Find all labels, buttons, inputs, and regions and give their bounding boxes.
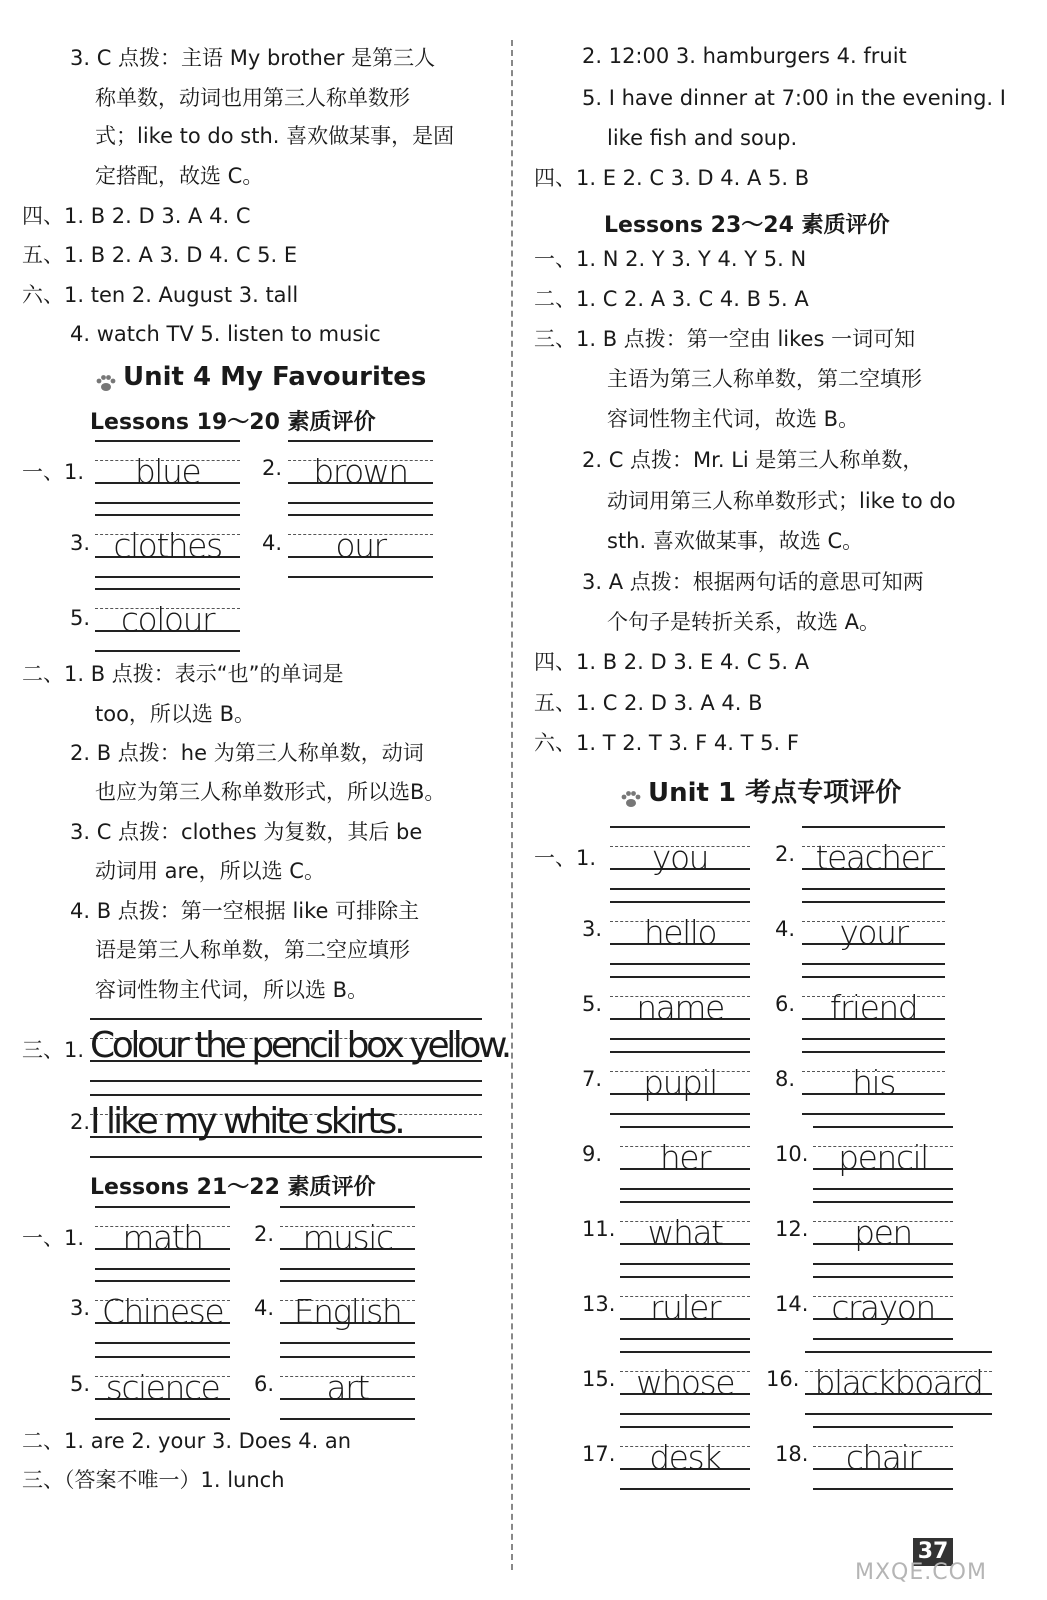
q-label: 3. (582, 917, 603, 941)
answer-line: 主语为第三人称单数，第二空填形 (607, 367, 922, 391)
q-label: 一、1. (534, 846, 597, 870)
answer-sentence: I like my white skirts. (90, 1101, 403, 1142)
writing-box (610, 976, 750, 1040)
answer-word: Chinese (101, 1292, 224, 1331)
paw-icon (95, 369, 117, 387)
answer-word: chair (845, 1438, 921, 1477)
answer-word: math (122, 1218, 203, 1257)
answer-line: 定搭配，故选 C。 (95, 164, 264, 188)
answer-line: 2. 12:00 3. hamburgers 4. fruit (582, 44, 907, 68)
answer-line: 四、1. B 2. D 3. E 4. C 5. A (534, 650, 810, 674)
answer-word: English (293, 1292, 402, 1331)
writing-box (813, 1201, 953, 1265)
q-label: 3. (70, 531, 91, 555)
answer-line: 个句子是转折关系，故选 A。 (607, 610, 881, 634)
writing-box (802, 826, 945, 890)
q-label: 16. (766, 1367, 800, 1391)
answer-line: 容词性物主代词，所以选 B。 (95, 978, 369, 1002)
answer-line: 3. A 点拨：根据两句话的意思可知两 (582, 570, 924, 594)
q-label: 2. (262, 456, 283, 480)
writing-box (805, 1351, 992, 1415)
q-label: 18. (775, 1442, 809, 1466)
writing-box (610, 1051, 750, 1115)
answer-line: 称单数，动词也用第三人称单数形 (95, 86, 410, 110)
q-label: 2. (775, 842, 796, 866)
q-label: 14. (775, 1292, 809, 1316)
page-number: 37 (913, 1538, 953, 1566)
writing-box (288, 514, 433, 578)
q-label: 10. (775, 1142, 809, 1166)
q-label: 7. (582, 1067, 603, 1091)
answer-word: art (326, 1368, 369, 1407)
writing-box (802, 901, 945, 965)
q-label: 17. (582, 1442, 616, 1466)
answer-word: ruler (649, 1288, 721, 1327)
writing-box (95, 1280, 230, 1344)
writing-box (813, 1426, 953, 1490)
answer-line: 动词用第三人称单数形式；like to do (607, 489, 956, 513)
unit1-title: Unit 1 考点专项评价 (648, 778, 902, 808)
answer-word: science (105, 1368, 220, 1407)
answer-line: 二、1. C 2. A 3. C 4. B 5. A (534, 287, 809, 311)
writing-box (802, 1051, 945, 1115)
answer-line: 三、1. B 点拨：第一空由 likes 一词可知 (534, 327, 916, 351)
writing-box (95, 1356, 230, 1420)
unit4-title: Unit 4 My Favourites (123, 362, 427, 392)
answer-word: her (659, 1138, 711, 1177)
lessons-21-22-heading: Lessons 21～22 素质评价 (90, 1175, 376, 1200)
writing-box (288, 440, 433, 504)
q-label: 8. (775, 1067, 796, 1091)
answer-word: teacher (815, 838, 932, 877)
answer-word: our (335, 526, 386, 565)
answer-word: name (636, 988, 724, 1027)
answer-word: what (647, 1213, 723, 1252)
answer-word: pen (854, 1213, 912, 1252)
section-five-answers: 五、1. B 2. A 3. D 4. C 5. E (22, 243, 298, 267)
answer-word: blackboard (814, 1363, 983, 1402)
q-label: 9. (582, 1142, 603, 1166)
q-label: 一、1. (22, 1226, 85, 1250)
q-label: 15. (582, 1367, 616, 1391)
section-six-answers-cont: 4. watch TV 5. listen to music (70, 322, 381, 346)
q-label: 6. (775, 992, 796, 1016)
q-label: 5. (70, 1372, 91, 1396)
writing-box (95, 588, 240, 652)
q-label: 三、1. (22, 1038, 85, 1062)
answer-line: 3. C 点拨：主语 My brother 是第三人 (70, 46, 436, 70)
writing-box (813, 1126, 953, 1190)
writing-box (620, 1351, 750, 1415)
column-divider (511, 40, 513, 1570)
answer-line: 4. B 点拨：第一空根据 like 可排除主 (70, 899, 420, 923)
answer-line: 二、1. are 2. your 3. Does 4. an (22, 1429, 352, 1453)
writing-box (610, 901, 750, 965)
q-label: 一、1. (22, 460, 85, 484)
writing-box (620, 1426, 750, 1490)
unit1-heading (620, 772, 901, 809)
answer-line: 四、1. E 2. C 3. D 4. A 5. B (534, 166, 810, 190)
answer-word: crayon (831, 1288, 935, 1327)
answer-line: 动词用 are，所以选 C。 (95, 859, 325, 883)
q-label: 5. (70, 606, 91, 630)
answer-line: 容词性物主代词，故选 B。 (607, 407, 860, 431)
writing-box (280, 1356, 415, 1420)
answer-word: whose (635, 1363, 735, 1402)
writing-box (802, 976, 945, 1040)
answer-word: clothes (113, 526, 222, 565)
unit4-heading (95, 362, 426, 392)
writing-box (95, 1206, 230, 1270)
answer-word: hello (643, 913, 717, 952)
answer-line: 六、1. T 2. T 3. F 4. T 5. F (534, 731, 799, 755)
answer-word: your (839, 913, 908, 952)
answer-line: 式；like to do sth. 喜欢做某事，是固 (95, 124, 455, 148)
lessons-23-24-heading: Lessons 23～24 素质评价 (604, 213, 890, 238)
answer-line: like fish and soup. (607, 126, 798, 150)
q-label: 2. (70, 1110, 91, 1134)
answer-line: 5. I have dinner at 7:00 in the evening. I (582, 86, 1006, 110)
writing-box (620, 1201, 750, 1265)
answer-word: blue (134, 452, 201, 491)
answer-line: 一、1. N 2. Y 3. Y 4. Y 5. N (534, 247, 807, 271)
q-label: 3. (70, 1296, 91, 1320)
q-label: 5. (582, 992, 603, 1016)
q-label: 12. (775, 1217, 809, 1241)
answer-line: 2. C 点拨：Mr. Li 是第三人称单数， (582, 448, 924, 472)
section-four-answers: 四、1. B 2. D 3. A 4. C (22, 204, 251, 228)
lessons-19-20-heading: Lessons 19～20 素质评价 (90, 410, 376, 435)
writing-box (95, 514, 240, 578)
answer-line: 二、1. B 点拨：表示“也”的单词是 (22, 662, 344, 686)
answer-line: 语是第三人称单数，第二空应填形 (95, 938, 410, 962)
answer-line: 三、（答案不唯一）1. lunch (22, 1468, 285, 1492)
q-label: 11. (582, 1217, 616, 1241)
answer-word: his (852, 1063, 895, 1102)
q-label: 4. (254, 1296, 275, 1320)
q-label: 13. (582, 1292, 616, 1316)
answer-word: you (651, 838, 709, 877)
q-label: 4. (262, 531, 283, 555)
answer-sentence: Colour the pencil box yellow. (90, 1025, 509, 1066)
writing-box (280, 1280, 415, 1344)
answer-word: friend (829, 988, 918, 1027)
q-label: 2. (254, 1222, 275, 1246)
answer-line: 也应为第三人称单数形式，所以选B。 (95, 780, 446, 804)
sentence-writing-box (90, 1094, 482, 1158)
writing-box (620, 1276, 750, 1340)
answer-line: 3. C 点拨：clothes 为复数，其后 be (70, 820, 423, 844)
answer-word: brown (313, 452, 408, 491)
section-six-answers: 六、1. ten 2. August 3. tall (22, 283, 299, 307)
answer-word: pupil (643, 1063, 717, 1102)
answer-line: 五、1. C 2. D 3. A 4. B (534, 691, 763, 715)
answer-line: 2. B 点拨：he 为第三人称单数，动词 (70, 741, 424, 765)
answer-word: colour (120, 600, 215, 639)
q-label: 4. (775, 917, 796, 941)
writing-box (813, 1276, 953, 1340)
q-label: 6. (254, 1372, 275, 1396)
answer-word: music (302, 1218, 393, 1257)
sentence-writing-box (90, 1018, 509, 1082)
watermark-text: MXQE.COM (855, 1560, 987, 1585)
answer-line: too，所以选 B。 (95, 702, 256, 726)
answer-word: desk (649, 1438, 721, 1477)
paw-icon (620, 785, 642, 803)
writing-box (610, 826, 750, 890)
writing-box (620, 1126, 750, 1190)
writing-box (280, 1206, 415, 1270)
answer-word: pencil (838, 1138, 928, 1177)
answer-line: sth. 喜欢做某事，故选 C。 (607, 529, 864, 553)
writing-box (95, 440, 240, 504)
